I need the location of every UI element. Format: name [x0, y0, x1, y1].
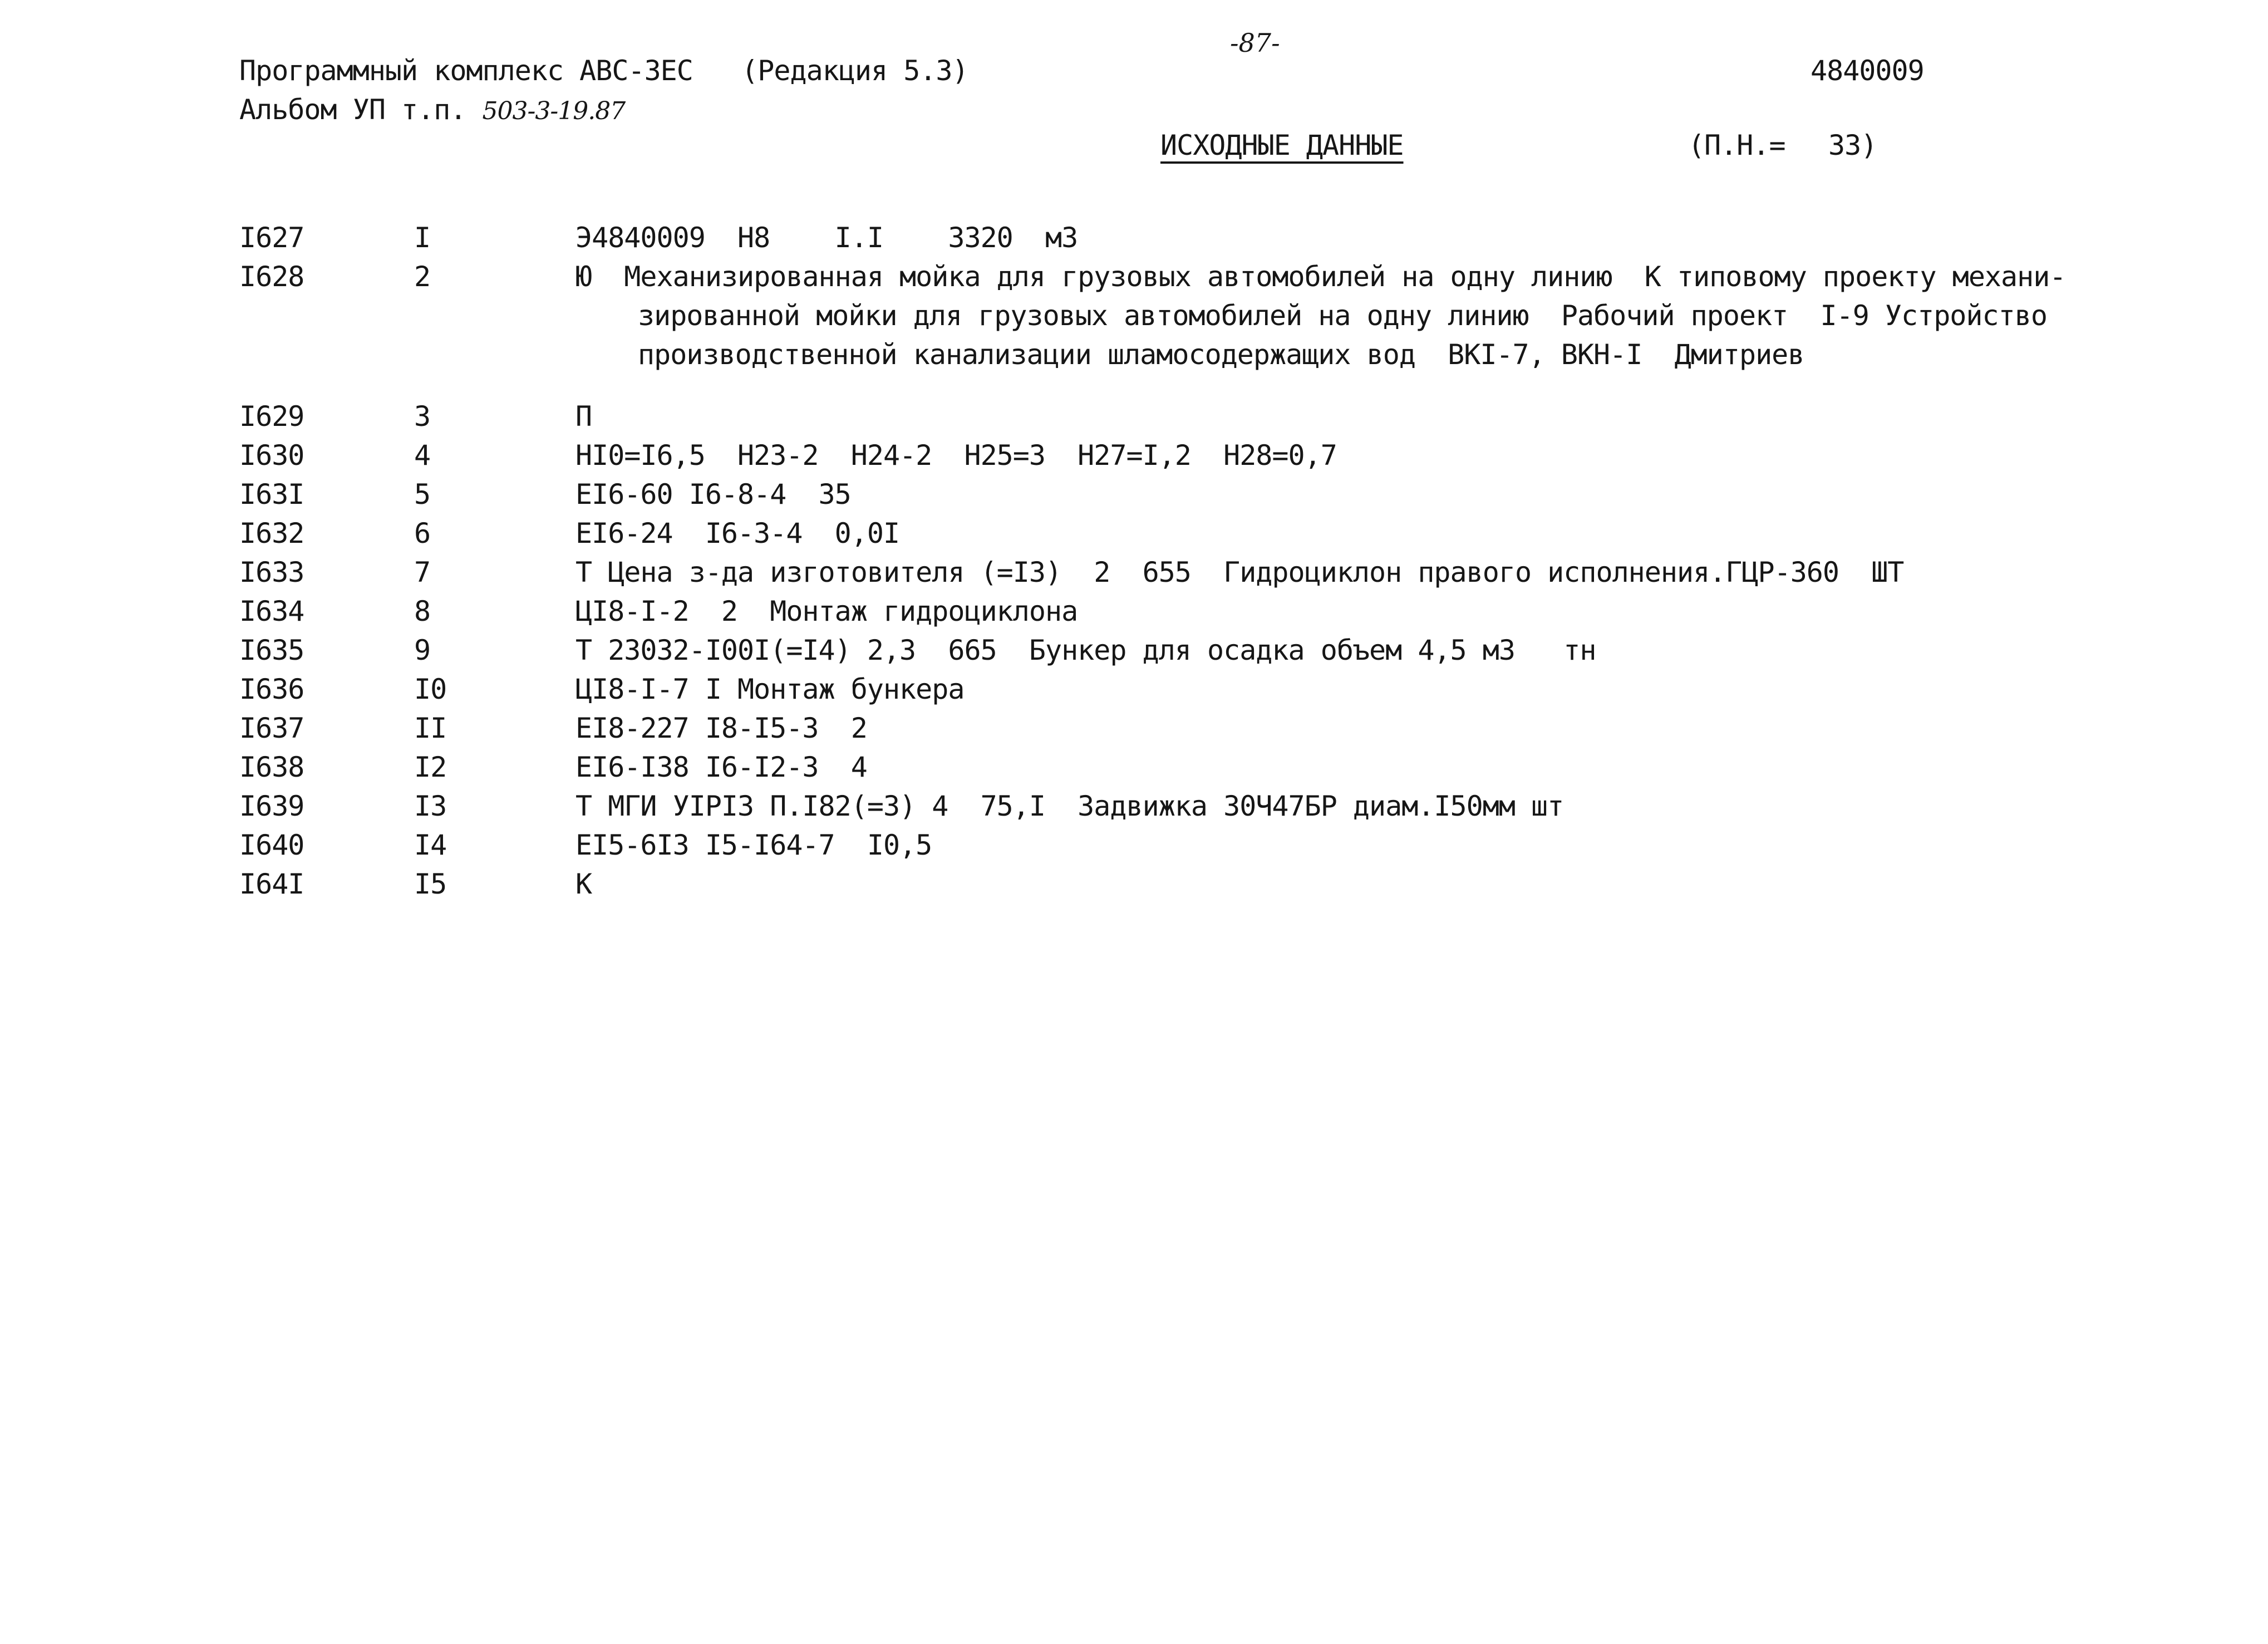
- pn-value: 33): [1828, 129, 1877, 161]
- row-text-line: Т 23032-I00I(=I4) 2,3 665 Бункер для осадка объем 4,5 м3 тн: [575, 634, 1596, 666]
- row-code: I628: [239, 261, 304, 293]
- document-number: 4840009: [1811, 55, 1924, 87]
- section-title: ИСХОДНЫЕ ДАННЫЕ: [1160, 129, 1404, 161]
- row-number: 8: [414, 595, 431, 627]
- table-row: [239, 257, 2143, 374]
- album-line: [239, 94, 625, 126]
- row-text: [575, 218, 2143, 257]
- row-text: [575, 436, 2143, 475]
- row-text: [575, 826, 2143, 865]
- table-row: [239, 592, 2143, 631]
- row-text-line: ЕI8-227 I8-I5-3 2: [575, 712, 867, 744]
- table-row: [239, 787, 2143, 826]
- row-text-line: Э4840009 Н8 I.I 3320 м3: [575, 222, 1078, 254]
- row-number: I0: [414, 673, 447, 705]
- table-row: [239, 631, 2143, 670]
- row-text: [575, 709, 2143, 748]
- row-number: 4: [414, 439, 431, 472]
- table-row: [239, 397, 2143, 436]
- row-text-line: производственной канализации шламосодержащих вод ВКI-7, ВКН-I Дмитриев: [638, 338, 1804, 371]
- row-number: 7: [414, 556, 431, 588]
- row-number: 6: [414, 517, 431, 549]
- table-row: [239, 475, 2143, 514]
- table-row: [239, 748, 2143, 787]
- table-row: [239, 709, 2143, 748]
- row-number: I4: [414, 829, 447, 861]
- row-text: [575, 475, 2143, 514]
- table-row: [239, 218, 2143, 257]
- row-text: [575, 397, 2143, 436]
- row-text-line: Т МГИ УIРI3 П.I82(=3) 4 75,I Задвижка 30Ч47БР диам.I50мм шт: [575, 790, 1564, 822]
- row-text-line: зированной мойки для грузовых автомобилей на одну линию Рабочий проект I-9 Устройство: [638, 300, 2047, 332]
- row-code: I636: [239, 673, 304, 705]
- row-code: I639: [239, 790, 304, 822]
- row-number: 3: [414, 400, 431, 433]
- row-number: 5: [414, 478, 431, 511]
- row-text-line: ЦI8-I-7 I Монтаж бункера: [575, 673, 965, 705]
- data-table: [239, 218, 2143, 904]
- row-text: [575, 748, 2143, 787]
- table-row: [239, 436, 2143, 475]
- row-code: I633: [239, 556, 304, 588]
- row-text: [575, 257, 2143, 374]
- album-label: Альбом УП т.п.: [239, 94, 466, 126]
- row-code: I638: [239, 751, 304, 783]
- row-text: [575, 514, 2143, 553]
- row-text: [575, 670, 2143, 709]
- row-code: I627: [239, 222, 304, 254]
- program-title: [239, 55, 968, 87]
- row-number: II: [414, 712, 447, 744]
- row-text-line: ЕI5-6I3 I5-I64-7 I0,5: [575, 829, 932, 861]
- row-number: I: [414, 222, 431, 254]
- row-number: I3: [414, 790, 447, 822]
- row-number: I5: [414, 868, 447, 900]
- row-text: [575, 553, 2143, 592]
- row-number: 9: [414, 634, 431, 666]
- row-number: 2: [414, 261, 431, 293]
- pn-label: (П.Н.=: [1688, 129, 1785, 161]
- page-number: -87-: [1230, 28, 1280, 58]
- row-code: I637: [239, 712, 304, 744]
- row-text: [575, 592, 2143, 631]
- program-name: Программный комплекс АВС-ЗЕС: [239, 55, 693, 87]
- row-text-line: П: [575, 400, 592, 433]
- row-code: I63I: [239, 478, 304, 511]
- row-code: I632: [239, 517, 304, 549]
- row-text: [575, 787, 2143, 826]
- table-row: [239, 865, 2143, 904]
- row-number: I2: [414, 751, 447, 783]
- table-row: [239, 553, 2143, 592]
- row-code: I640: [239, 829, 304, 861]
- row-code: I634: [239, 595, 304, 627]
- table-row: [239, 514, 2143, 553]
- table-row: [239, 670, 2143, 709]
- row-code: I629: [239, 400, 304, 433]
- row-text-line: К: [575, 868, 592, 900]
- program-edition: (Редакция 5.3): [741, 55, 968, 87]
- row-text-line: ЕI6-60 I6-8-4 35: [575, 478, 851, 511]
- album-project-number: 503-3-19.87: [482, 97, 626, 125]
- row-code: I64I: [239, 868, 304, 900]
- row-text-line: Ю Механизированная мойка для грузовых автомобилей на одну линию К типовому проекту механи-: [575, 261, 2066, 293]
- row-text-line: Т Цена з-да изготовителя (=I3) 2 655 Гидроциклон правого исполнения.ГЦР-360 ШТ: [575, 556, 1904, 588]
- row-text-line: ЕI6-24 I6-3-4 0,0I: [575, 517, 900, 549]
- row-text: [575, 631, 2143, 670]
- row-text-line: НI0=I6,5 Н23-2 Н24-2 Н25=3 Н27=I,2 Н28=0,7: [575, 439, 1337, 472]
- row-code: I630: [239, 439, 304, 472]
- row-code: I635: [239, 634, 304, 666]
- table-row: [239, 826, 2143, 865]
- row-text-line: ЕI6-I38 I6-I2-3 4: [575, 751, 867, 783]
- row-text: [575, 865, 2143, 904]
- row-text-line: ЦI8-I-2 2 Монтаж гидроциклона: [575, 595, 1078, 627]
